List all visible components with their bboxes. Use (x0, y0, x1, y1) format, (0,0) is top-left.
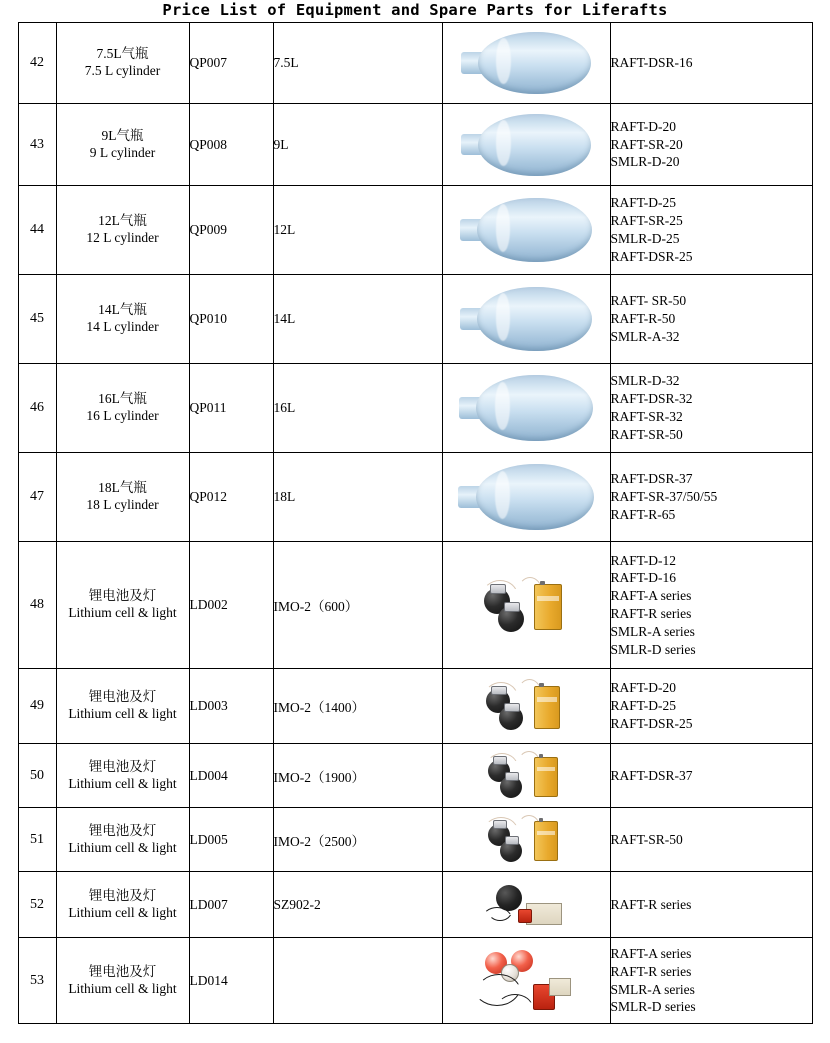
product-code: QP012 (189, 453, 273, 542)
product-spec (273, 938, 442, 1024)
lithium-cell-and-light-icon (443, 749, 610, 803)
product-image-cell (442, 872, 610, 938)
table-row (18, 453, 812, 542)
lithium-cell-and-light-icon (443, 881, 610, 929)
product-spec: IMO-2（600） (273, 542, 442, 669)
row-number: 52 (18, 872, 56, 938)
gas-cylinder-icon (443, 114, 610, 176)
model-line: SMLR-D series (610, 999, 696, 1015)
product-name (56, 872, 189, 938)
model-line: RAFT-DSR-25 (610, 715, 693, 731)
product-spec: 18L (273, 453, 442, 542)
lithium-cell-and-light-icon (443, 813, 610, 867)
table-row (18, 364, 812, 453)
product-image-cell (442, 364, 610, 453)
table-row (18, 872, 812, 938)
product-name-cn: 锂电池及灯 (88, 963, 157, 979)
row-number: 43 (18, 104, 56, 186)
model-line: RAFT-D-12 (610, 552, 677, 568)
row-number: 42 (18, 23, 56, 104)
product-name-en: 7.5 L cylinder (84, 63, 161, 78)
product-code: QP009 (189, 186, 273, 275)
product-name (56, 453, 189, 542)
product-name-cn: 锂电池及灯 (88, 887, 157, 903)
gas-cylinder-icon (443, 198, 610, 262)
table-row (18, 744, 812, 808)
model-line: SMLR-D-25 (610, 231, 680, 246)
model-line: RAFT-R-65 (610, 506, 676, 522)
lithium-cell-and-light-icon (443, 574, 610, 636)
product-name-en: 9 L cylinder (89, 144, 156, 160)
model-line: RAFT-D-20 (610, 118, 677, 134)
applicable-models (610, 669, 812, 744)
table-row (18, 275, 812, 364)
product-spec: 14L (273, 275, 442, 364)
product-name-en: 16 L cylinder (86, 408, 159, 423)
model-line: RAFT-DSR-16 (610, 55, 693, 71)
model-line: RAFT-R series (610, 963, 692, 979)
applicable-models (610, 453, 812, 542)
model-line: SMLR-D-20 (610, 154, 680, 170)
model-line: RAFT-SR-50 (610, 831, 683, 847)
model-line: RAFT-A series (610, 945, 692, 961)
model-line: SMLR-A series (610, 623, 695, 639)
product-name-en: 18 L cylinder (86, 497, 159, 512)
table-row (18, 669, 812, 744)
model-line: RAFT-D-25 (610, 698, 677, 714)
applicable-models (610, 542, 812, 669)
product-image-cell (442, 186, 610, 275)
model-line: RAFT-DSR-32 (610, 391, 693, 407)
product-image-cell (442, 744, 610, 808)
product-name-cn: 锂电池及灯 (88, 588, 157, 604)
product-name-en: Lithium cell & light (68, 775, 177, 791)
product-image-cell (442, 104, 610, 186)
table-row (18, 542, 812, 669)
row-number: 49 (18, 669, 56, 744)
model-line: RAFT-SR-50 (610, 426, 683, 442)
model-line: RAFT-SR-20 (610, 136, 683, 152)
product-image-cell (442, 23, 610, 104)
product-spec: IMO-2（2500） (273, 808, 442, 872)
model-line: RAFT-DSR-37 (610, 767, 693, 783)
product-code: LD005 (189, 808, 273, 872)
table-row (18, 23, 812, 104)
model-line: RAFT-A series (610, 588, 692, 604)
gas-cylinder-icon (443, 287, 610, 351)
row-number: 48 (18, 542, 56, 669)
row-number: 51 (18, 808, 56, 872)
product-code: QP011 (189, 364, 273, 453)
model-line: RAFT-D-25 (610, 195, 677, 211)
product-name-en: 12 L cylinder (86, 230, 159, 245)
product-spec: 16L (273, 364, 442, 453)
row-number: 45 (18, 275, 56, 364)
model-line: SMLR-D series (610, 641, 696, 657)
product-spec: 12L (273, 186, 442, 275)
product-image-cell (442, 275, 610, 364)
product-name-cn: 锂电池及灯 (88, 689, 157, 705)
product-spec: IMO-2（1900） (273, 744, 442, 808)
product-name (56, 275, 189, 364)
model-line: RAFT-R series (610, 896, 692, 912)
product-name-cn: 7.5L气瓶 (96, 46, 149, 62)
model-line: SMLR-D-32 (610, 373, 680, 389)
product-image-cell (442, 453, 610, 542)
product-name (56, 938, 189, 1024)
product-name-cn: 锂电池及灯 (88, 758, 157, 774)
model-line: RAFT-D-20 (610, 680, 677, 696)
product-code: QP007 (189, 23, 273, 104)
product-code: QP008 (189, 104, 273, 186)
applicable-models (610, 186, 812, 275)
product-name (56, 669, 189, 744)
product-name-en: Lithium cell & light (68, 980, 177, 996)
row-number: 53 (18, 938, 56, 1024)
product-name (56, 542, 189, 669)
row-number: 50 (18, 744, 56, 808)
applicable-models (610, 104, 812, 186)
product-name-en: Lithium cell & light (68, 706, 177, 721)
product-name-cn: 9L气瓶 (101, 127, 144, 143)
applicable-models (610, 938, 812, 1024)
gas-cylinder-icon (443, 32, 610, 94)
product-name-cn: 锂电池及灯 (88, 822, 157, 838)
model-line: RAFT-SR-32 (610, 409, 683, 424)
product-name-cn: 18L气瓶 (98, 480, 147, 496)
product-name (56, 186, 189, 275)
product-name-cn: 14L气瓶 (98, 302, 147, 318)
applicable-models (610, 808, 812, 872)
applicable-models (610, 275, 812, 364)
model-line: RAFT-D-16 (610, 570, 677, 586)
price-list-table (18, 22, 813, 1024)
row-number: 46 (18, 364, 56, 453)
lithium-cell-and-light-icon (443, 948, 610, 1014)
product-code: QP010 (189, 275, 273, 364)
product-spec: SZ902-2 (273, 872, 442, 938)
row-number: 47 (18, 453, 56, 542)
applicable-models (610, 872, 812, 938)
model-line: RAFT-R-50 (610, 311, 676, 327)
product-spec: 9L (273, 104, 442, 186)
product-name (56, 104, 189, 186)
product-code: LD007 (189, 872, 273, 938)
applicable-models (610, 364, 812, 453)
product-spec: IMO-2（1400） (273, 669, 442, 744)
model-line: SMLR-A-32 (610, 328, 680, 344)
product-image-cell (442, 808, 610, 872)
model-line: RAFT-R series (610, 606, 692, 621)
table-row (18, 938, 812, 1024)
model-line: RAFT- SR-50 (610, 293, 687, 309)
product-name-en: 14 L cylinder (86, 319, 159, 334)
model-line: RAFT-SR-37/50/55 (610, 489, 718, 505)
product-code: LD014 (189, 938, 273, 1024)
row-number: 44 (18, 186, 56, 275)
model-line: SMLR-A series (610, 981, 695, 997)
product-name-cn: 12L气瓶 (98, 213, 147, 229)
gas-cylinder-icon (443, 464, 610, 530)
product-name-en: Lithium cell & light (68, 605, 177, 620)
product-code: LD002 (189, 542, 273, 669)
page-title: Price List of Equipment and Spare Parts for Liferafts (162, 1, 668, 19)
gas-cylinder-icon (443, 375, 610, 441)
product-code: LD004 (189, 744, 273, 808)
product-name (56, 364, 189, 453)
product-name (56, 808, 189, 872)
product-image-cell (442, 542, 610, 669)
model-line: RAFT-DSR-25 (610, 248, 693, 264)
applicable-models (610, 23, 812, 104)
table-row (18, 186, 812, 275)
product-name (56, 744, 189, 808)
table-row (18, 808, 812, 872)
product-image-cell (442, 669, 610, 744)
product-name-cn: 16L气瓶 (98, 391, 147, 407)
applicable-models (610, 744, 812, 808)
product-code: LD003 (189, 669, 273, 744)
product-name (56, 23, 189, 104)
lithium-cell-and-light-icon (443, 677, 610, 735)
product-image-cell (442, 938, 610, 1024)
product-name-en: Lithium cell & light (68, 904, 177, 920)
product-spec: 7.5L (273, 23, 442, 104)
product-name-en: Lithium cell & light (68, 839, 177, 855)
table-row (18, 104, 812, 186)
model-line: RAFT-SR-25 (610, 213, 683, 229)
model-line: RAFT-DSR-37 (610, 471, 693, 487)
